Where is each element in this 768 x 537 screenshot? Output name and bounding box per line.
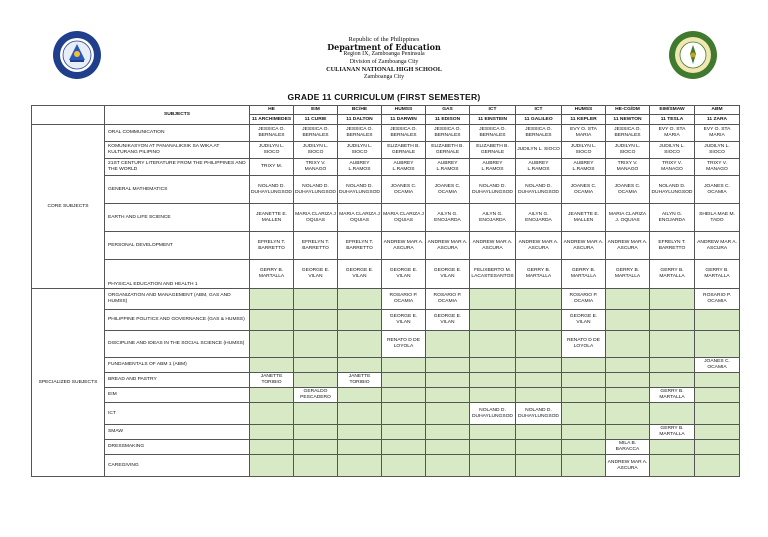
teacher-cell: EVY O. STA MARIA [650,125,695,142]
empty-cell [294,425,338,440]
empty-cell [338,455,382,477]
empty-cell [470,373,516,388]
teacher-cell: JESSICA O. BERNALES [250,125,294,142]
subject-name: PHYSICAL EDUCATION AND HEALTH 1 [105,260,250,289]
teacher-cell: JANETTE TORIBIO [338,373,382,388]
empty-cell [650,310,695,331]
strand-header: HE [250,106,294,115]
table-row [32,331,740,358]
subject-name: FUNDAMENTALS OF ABM 1 (ABM) [105,358,250,373]
strand-header: GAS [426,106,470,115]
teacher-cell: ROSARIO P. OCAMIA [382,289,426,310]
empty-cell [695,455,740,477]
teacher-cell: ANDREW MAR A. ASCURA [606,232,650,260]
teacher-cell: AILYN G. ENOJARDA [516,204,562,232]
teacher-cell: EFRELYN T. BARRETTO [294,232,338,260]
teacher-cell: JUDILYN L. SIOCO [650,142,695,159]
subject-name: DISCIPLINE AND IDEAS IN THE SOCIAL SCIENCE (HUMSS) [105,331,250,358]
strand-header: HE-CG/DM [606,106,650,115]
empty-cell [382,373,426,388]
teacher-cell: NOLAND D. DUHAYLUNGSOD [516,403,562,425]
empty-cell [695,331,740,358]
teacher-cell: AUBREY L.RAMOS [562,159,606,176]
table-row [32,289,740,310]
subject-name: GENERAL MATHEMATICS [105,176,250,204]
empty-cell [562,455,606,477]
teacher-cell: RENATO D DE LOYOLA [382,331,426,358]
empty-cell [338,310,382,331]
teacher-cell: TRIXY V. MANAGO [695,159,740,176]
teacher-cell: NOLAND D. DUHAYLUNGSOD [250,176,294,204]
teacher-cell: JESSICA O. BERNALES [516,125,562,142]
empty-cell [338,440,382,455]
empty-cell [650,373,695,388]
teacher-cell: JUDILYN L. SIOCO [294,142,338,159]
teacher-cell: MARIA CLARIZA J OQUIAS [338,204,382,232]
teacher-cell: JANETTE TORIBIO [250,373,294,388]
teacher-cell: GEORGE E. VILAN [426,260,470,289]
teacher-cell: GERRY B. MARTALLA [650,388,695,403]
empty-cell [470,440,516,455]
section-header: 11 ZARA [695,115,740,125]
empty-cell [294,331,338,358]
strand-header: HUMSS [382,106,426,115]
teacher-cell: NOLAND D. DUHAYLUNGSOD [516,176,562,204]
teacher-cell: JOANES C. OCAMIA [562,176,606,204]
teacher-cell: MARIA CLARIZA J OQUIAS [294,204,338,232]
empty-cell [695,440,740,455]
subject-name: CAREGIVING [105,455,250,477]
strand-header: EIM/SMAW [650,106,695,115]
empty-cell [650,289,695,310]
empty-cell [470,358,516,373]
table-row [32,425,740,440]
empty-cell [516,373,562,388]
empty-cell [695,403,740,425]
strand-header-row [32,106,740,115]
republic-line: Republic of the Philippines [348,36,420,43]
empty-cell [650,440,695,455]
table-row [32,403,740,425]
empty-cell [338,358,382,373]
teacher-cell: GEORGE E. VILAN [294,260,338,289]
teacher-cell: TRIXY M. [250,159,294,176]
subject-name: 21ST CENTURY LITERATURE FROM THE PHILIPPINES AND THE WORLD [105,159,250,176]
teacher-cell: ROSARIO P. OCAMIA [426,289,470,310]
teacher-cell: JOANES C. OCAMIA [426,176,470,204]
subject-name: SMAW [105,425,250,440]
teacher-cell: JUDILYN L. SIOCO [516,142,562,159]
teacher-cell: SHEILA MAE M. TADO [695,204,740,232]
empty-cell [695,388,740,403]
table-row [32,204,740,232]
empty-cell [606,403,650,425]
empty-cell [516,425,562,440]
empty-cell [606,331,650,358]
teacher-cell: GERRY B. MARTALLA [650,260,695,289]
teacher-cell: FELIXBERTO M. LACASTESANTOS [470,260,516,289]
empty-cell [650,331,695,358]
empty-cell [606,310,650,331]
empty-cell [650,358,695,373]
empty-cell [516,455,562,477]
table-row [32,310,740,331]
table-row [32,388,740,403]
empty-cell [294,310,338,331]
empty-cell [562,440,606,455]
teacher-cell: ELIZABETH B. GERNALE [426,142,470,159]
teacher-cell: GEORGE E. VILAN [338,260,382,289]
teacher-cell: JEANETTE E. MALLEN [250,204,294,232]
empty-cell [250,440,294,455]
teacher-cell: GERRY B. MARTALLA [562,260,606,289]
strand-header: BC/HE [338,106,382,115]
teacher-cell: GERRY B. MARTALLA [695,260,740,289]
teacher-cell: JOANES C. OCAMIA [695,176,740,204]
empty-cell [695,310,740,331]
table-row [32,260,740,289]
subject-name: ORAL COMMUNICATION [105,125,250,142]
teacher-cell: TRIXY V. MANAGO [606,159,650,176]
teacher-cell: ANDREW MAR A. ASCURA [382,232,426,260]
empty-cell [470,388,516,403]
section-header: 11 EDISON [426,115,470,125]
section-header: 11 GALILEO [516,115,562,125]
teacher-cell: AUBREY L.RAMOS [338,159,382,176]
empty-cell [294,289,338,310]
teacher-cell: JEANETTE E. MALLEN [562,204,606,232]
empty-cell [516,358,562,373]
teacher-cell: AUBREY L.RAMOS [470,159,516,176]
teacher-cell: NOLAND D. DUHAYLUNGSOD [470,403,516,425]
teacher-cell: EFRELYN T. BARRETTO [650,232,695,260]
empty-cell [606,373,650,388]
teacher-cell: GERRY B. MARTALLA [606,260,650,289]
teacher-cell: ROSARIO P. OCAMIA [695,289,740,310]
table-row [32,373,740,388]
teacher-cell: JUDILYN L. SIOCO [606,142,650,159]
empty-cell [426,388,470,403]
empty-cell [606,289,650,310]
teacher-cell: GEORGE E. VILAN [562,310,606,331]
empty-cell [294,373,338,388]
teacher-cell: ROSARIO P. OCAMIA [562,289,606,310]
subject-name: PHILIPPINE POLITICS AND GOVERNANCE (GAS & HUMSS) [105,310,250,331]
teacher-cell: NOLAND D. DUHAYLUNGSOD [338,176,382,204]
school-name: CULIANAN NATIONAL HIGH SCHOOL [326,66,442,74]
empty-cell [426,440,470,455]
teacher-cell: JUDILYN L. SIOCO [695,142,740,159]
empty-cell [562,403,606,425]
section-header: 11 DALTON [338,115,382,125]
teacher-cell: MARIA CLARIZA J. OQUIAS [606,204,650,232]
teacher-cell: AILYN G. ENOJARDA [470,204,516,232]
empty-cell [516,388,562,403]
subject-name: EIM [105,388,250,403]
empty-cell [250,310,294,331]
empty-cell [382,425,426,440]
teacher-cell: GEORGE E. VILAN [382,260,426,289]
subject-name: EARTH AND LIFE SCIENCE [105,204,250,232]
empty-cell [606,358,650,373]
teacher-cell: GERALDO PESCADERO [294,388,338,403]
section-header: 11 NEWTON [606,115,650,125]
teacher-cell: GERRY B. MARTALLA [516,260,562,289]
teacher-cell: ANDREW MAR A. ASCURA [516,232,562,260]
strand-header: HUMSS [562,106,606,115]
empty-cell [562,388,606,403]
empty-cell [294,403,338,425]
empty-cell [382,455,426,477]
empty-cell [250,331,294,358]
teacher-cell: ELIZABETH B. GERNALE [382,142,426,159]
empty-cell [250,289,294,310]
section-header: 11 DARWIN [382,115,426,125]
teacher-cell: JOANES C. OCAMIA [382,176,426,204]
subject-name: DRESSMAKING [105,440,250,455]
teacher-cell: GERRY B. MARTALLA [650,425,695,440]
teacher-cell: GEORGE E. VILAN [382,310,426,331]
teacher-cell: TRIXY V. MANAGO [294,159,338,176]
table-row [32,176,740,204]
empty-cell [338,403,382,425]
teacher-cell: EFRELYN T. BARRETTO [250,232,294,260]
empty-cell [426,403,470,425]
section-header: 11 KEPLER [562,115,606,125]
table-row [32,125,740,142]
department-line: Department of Education [327,41,441,52]
strand-header: ABM [695,106,740,115]
teacher-cell: JESSICA O. BERNALES [470,125,516,142]
teacher-cell: MILA B. BARACCA [606,440,650,455]
empty-cell [382,403,426,425]
empty-cell [426,455,470,477]
subject-name: ORGANIZATION AND MANAGEMENT (ABM, GAS AND HUMSS) [105,289,250,310]
teacher-cell: JESSICA O. BERNALES [338,125,382,142]
empty-cell [250,403,294,425]
empty-cell [516,331,562,358]
table-row [32,440,740,455]
teacher-cell: JOANES C. OCAMIA [695,358,740,373]
empty-cell [562,358,606,373]
empty-cell [250,358,294,373]
empty-cell [338,289,382,310]
teacher-cell: ANDREW MAR A. ASCURA [606,455,650,477]
table-row [32,455,740,477]
empty-cell [294,358,338,373]
teacher-cell: MARIA CLARIZA J OQUIAS [382,204,426,232]
empty-cell [338,425,382,440]
empty-cell [470,289,516,310]
empty-cell [426,358,470,373]
teacher-cell: NOLAND D. DUHAYLUNGSOD [470,176,516,204]
section-header: 11 CURIE [294,115,338,125]
table-row [32,358,740,373]
empty-cell [470,310,516,331]
teacher-cell: AUBREY L.RAMOS [426,159,470,176]
teacher-cell: EFRELYN T. BARRETTO [338,232,382,260]
document-header [0,36,768,82]
empty-cell [470,331,516,358]
empty-cell [562,425,606,440]
empty-cell [562,373,606,388]
teacher-cell: ANDREW MAR A. ASCURA [470,232,516,260]
empty-cell [294,455,338,477]
teacher-cell: AILYN G. ENOJARDA [650,204,695,232]
teacher-cell: JUDILYN L. SIOCO [250,142,294,159]
empty-cell [606,388,650,403]
empty-cell [650,403,695,425]
subject-name: ICT [105,403,250,425]
teacher-cell: JESSICA O. BERNALES [382,125,426,142]
teacher-cell: GERRY B. MARTALLA [250,260,294,289]
teacher-cell: AUBREY L.RAMOS [382,159,426,176]
teacher-cell: EVY O. STA MARIA [695,125,740,142]
section-header: 11 EINSTEIN [470,115,516,125]
subject-name: BREAD AND PASTRY [105,373,250,388]
strand-header: ICT [470,106,516,115]
teacher-cell: ANDREW MAR A. ASCURA [695,232,740,260]
empty-cell [382,358,426,373]
teacher-cell: JESSICA O. BERNALES [294,125,338,142]
empty-cell [250,455,294,477]
category-label: SPECIALIZED SUBJECTS [32,289,105,477]
teacher-cell: ANDREW MAR A. ASCURA [426,232,470,260]
empty-cell [470,425,516,440]
teacher-cell: AUBREY L.RAMOS [516,159,562,176]
empty-cell [250,388,294,403]
section-header: 11 ARCHIMEDES [250,115,294,125]
teacher-cell: NOLAND D. DUHAYLUNGSOD [650,176,695,204]
empty-cell [516,289,562,310]
empty-cell [470,455,516,477]
empty-cell [695,425,740,440]
subjects-header: SUBJECTS [105,106,250,125]
table-row [32,159,740,176]
teacher-cell: JESSICA O. BERNALES [606,125,650,142]
teacher-cell: JUDILYN L. SIOCO [338,142,382,159]
teacher-cell: JUDILYN L. SIOCO [562,142,606,159]
empty-cell [606,425,650,440]
curriculum-title: GRADE 11 CURRICULUM (FIRST SEMESTER) [287,92,481,102]
section-header: 11 TESLA [650,115,695,125]
city-line: Zamboanga City [363,73,405,80]
empty-cell [338,331,382,358]
empty-cell [426,425,470,440]
region-line: Region IX, Zamboanga Peninsula [343,51,425,58]
teacher-cell: ANDREW MAR A. ASCURA [562,232,606,260]
empty-cell [516,310,562,331]
teacher-cell: RENATO D DE LOYOLA [562,331,606,358]
teacher-cell: GEORGE E. VILAN [426,310,470,331]
table-row [32,142,740,159]
curriculum-table [31,105,740,477]
empty-cell [382,440,426,455]
strand-header: ICT [516,106,562,115]
empty-cell [650,455,695,477]
corner-blank [32,106,105,125]
empty-cell [294,440,338,455]
teacher-cell: NOLAND D. DUHAYLUNGSOD [294,176,338,204]
teacher-cell: AILYN G. ENOJARDA [426,204,470,232]
division-line: Division of Zamboanga City [349,58,419,65]
category-label: CORE SUBJECTS [32,125,105,289]
empty-cell [338,388,382,403]
empty-cell [250,425,294,440]
strand-header: EIM [294,106,338,115]
empty-cell [426,331,470,358]
teacher-cell: EVY O. STA MARIA [562,125,606,142]
table-row [32,232,740,260]
empty-cell [426,373,470,388]
empty-cell [695,373,740,388]
empty-cell [382,388,426,403]
teacher-cell: JESSICA O. BERNALES [426,125,470,142]
empty-cell [516,440,562,455]
subject-name: PERSONAL DEVELOPMENT [105,232,250,260]
teacher-cell: ELIZABETH B. GERNALE [470,142,516,159]
teacher-cell: JOANES C. OCAMIA [606,176,650,204]
teacher-cell: TRIXY V. MANAGO [650,159,695,176]
subject-name: KOMUNIKASYON AT PANANALIKSIK SA WIKA AT KULTURANG PILIPINO [105,142,250,159]
